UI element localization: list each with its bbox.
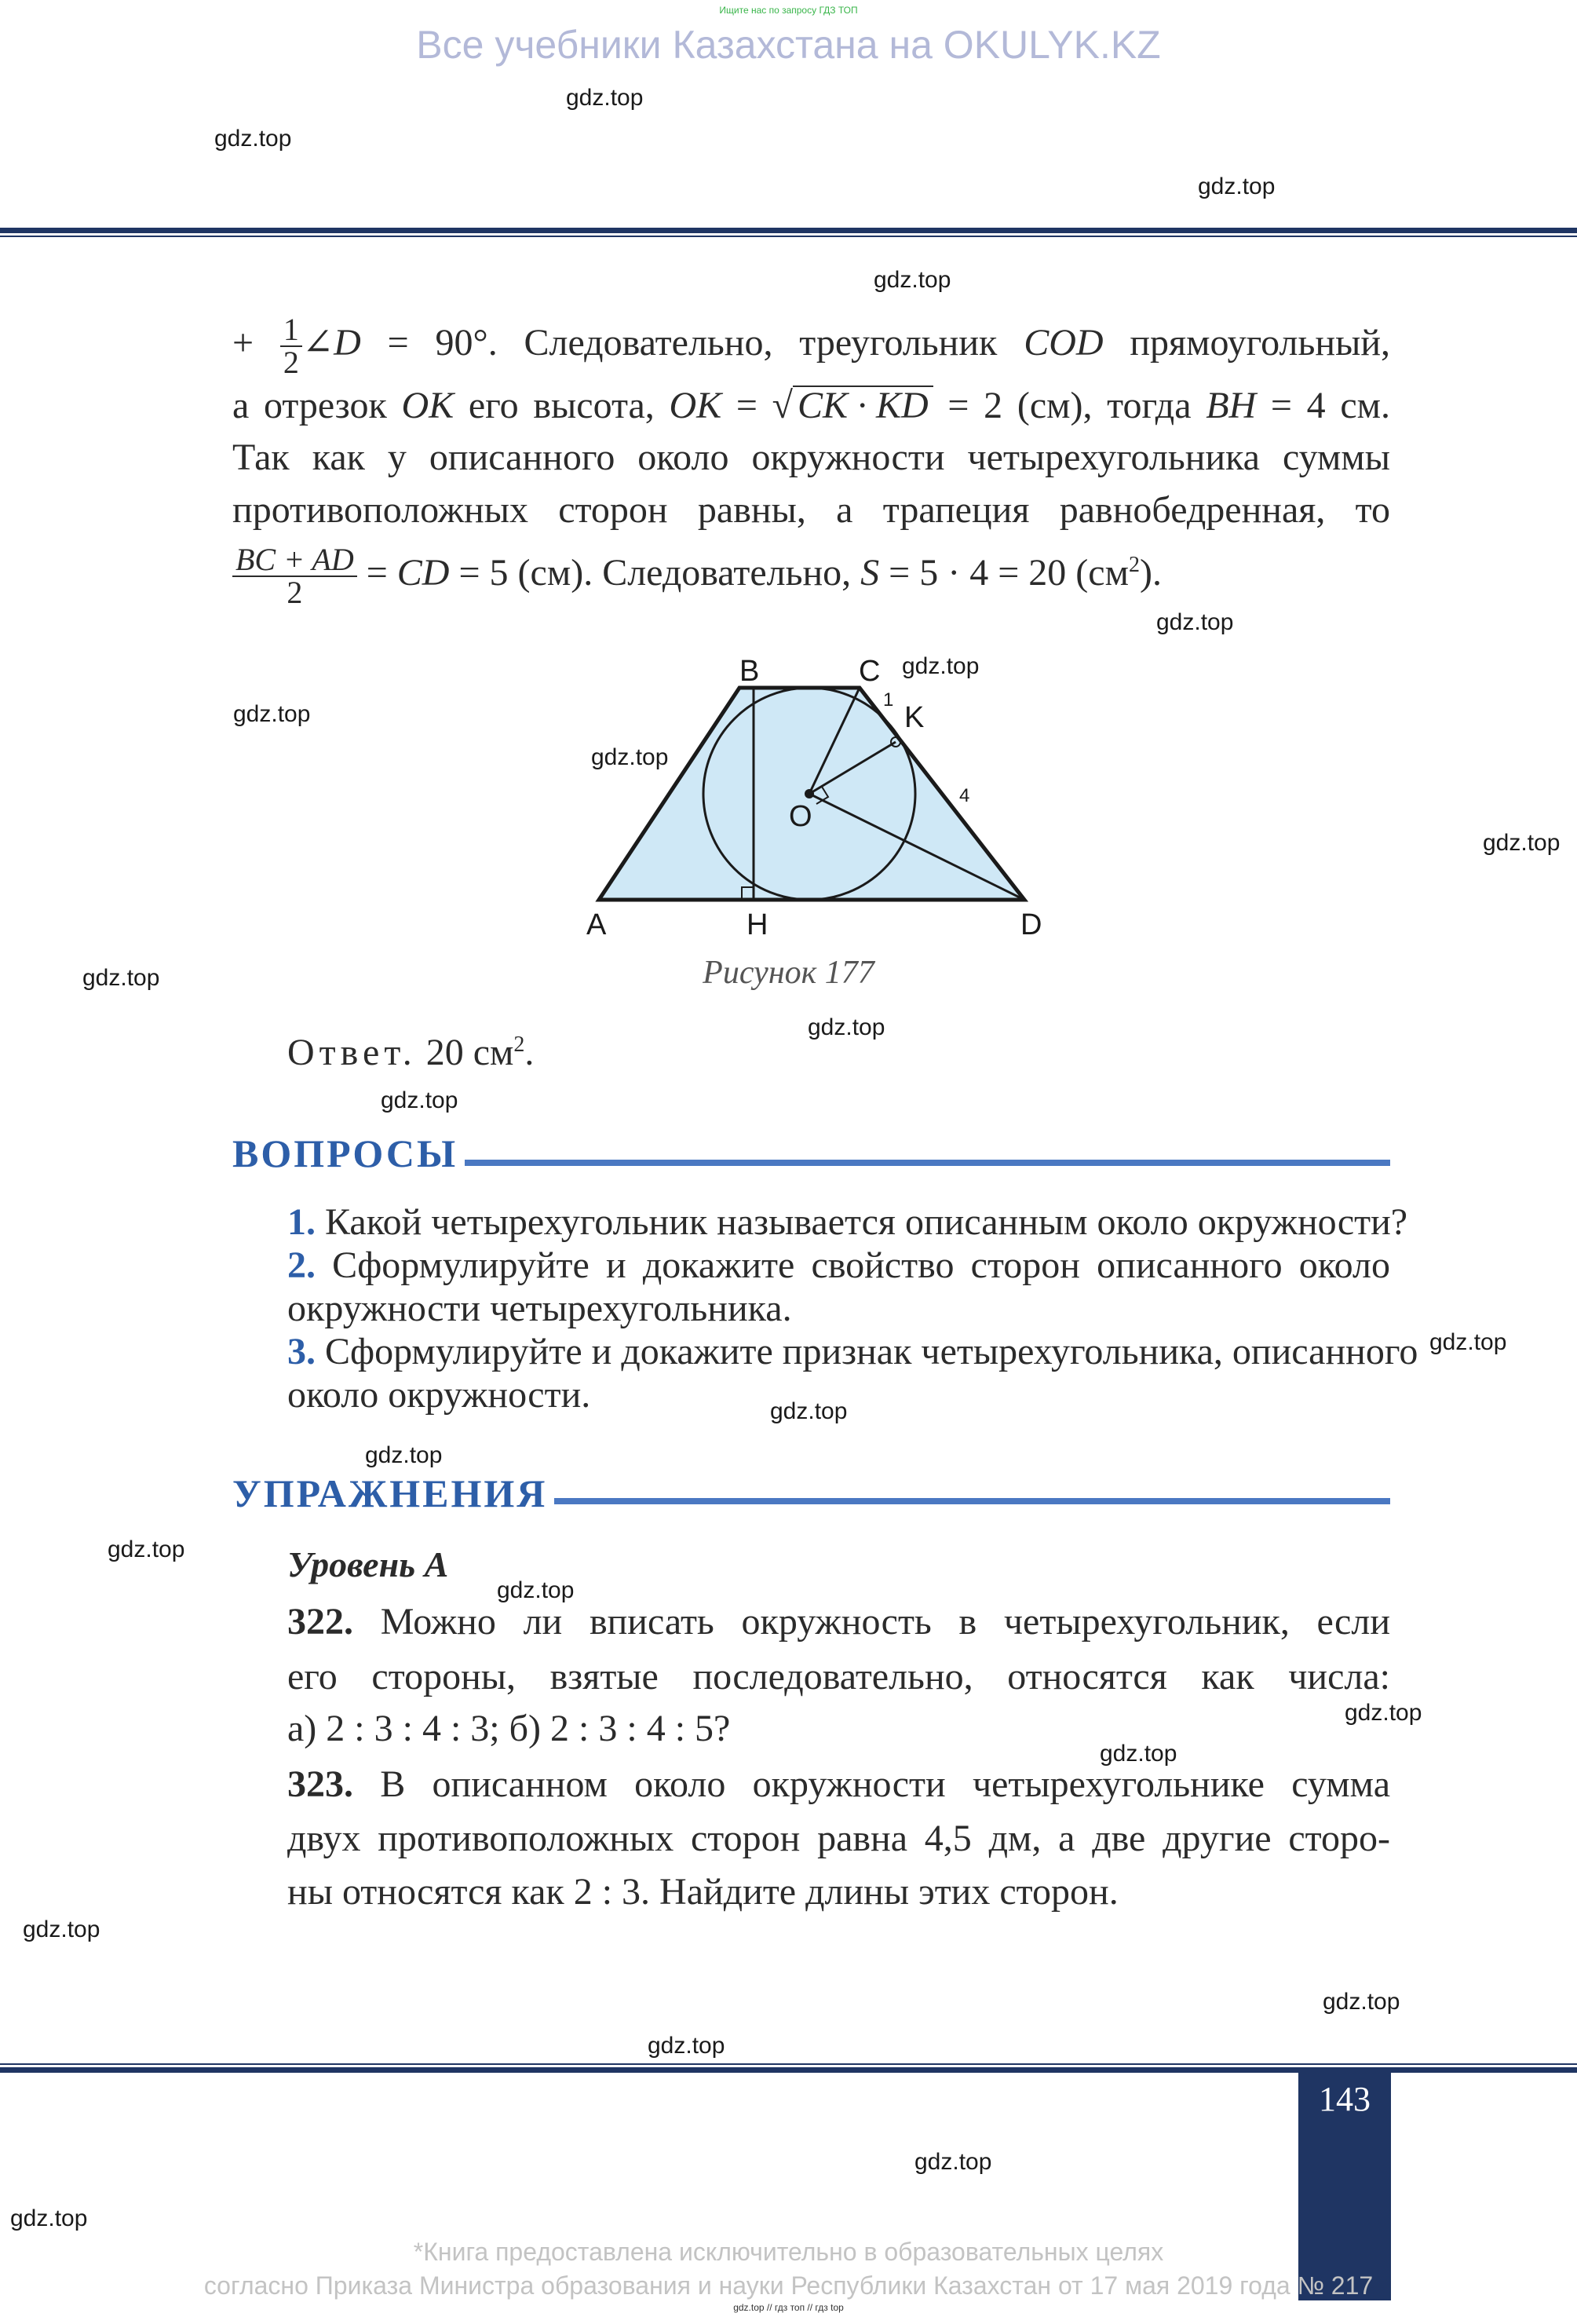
label-k: K [904,701,925,734]
watermark: gdz.top [108,1537,185,1562]
watermark: gdz.top [648,2033,725,2059]
watermark: gdz.top [381,1087,458,1113]
question-3-cont: около окружности. [287,1374,591,1416]
watermark: gdz.top [1345,1700,1422,1726]
footer-rule [0,2067,1577,2073]
figure-caption: Рисунок 177 [703,955,874,991]
exercise-323: 323. В описанном около окружности четырехугольнике сумма [287,1763,1390,1805]
watermark: gdz.top [1483,830,1561,856]
solution-line-4: противоположных сторон равны, а трапеция равнобедренная, то [232,489,1390,531]
question-2-cont: окружности четырехугольника. [287,1288,792,1329]
watermark: gdz.top [82,965,160,991]
watermark: gdz.top [10,2205,88,2231]
solution-line-2: а отрезок OK его высота, OK = √ CK · KD = 2 (см), тогда BH = 4 см. [232,385,1391,426]
watermark: gdz.top [1323,1989,1400,2015]
question-2: 2. Сформулируйте и докажите свойство сторон описанного около [287,1244,1390,1286]
answer-line: Ответ. 20 $см^2$. [287,1032,535,1073]
footer-disclaimer-line-2: согласно Приказа Министра образования и науки Республики Казахстан от 17 мая 2019 года № 217 [203,2271,1374,2300]
level-heading: Уровень А [287,1544,449,1584]
header-rule [0,228,1577,233]
watermark: gdz.top [770,1398,848,1424]
solution-line-5: $\frac{BC + AD}{2}$ = CD = 5 (см). Следовательно, S = 5 · 4 = 20 $(см^2)$. [232,542,1390,608]
watermark: gdz.top [23,1917,100,1942]
question-3: 3. Сформулируйте и докажите признак четырехугольника, описанного [287,1331,1418,1372]
watermark: gdz.top [497,1577,575,1603]
footer-tiny-links[interactable]: gdz.top // гдз топ // гдз top [733,2302,844,2313]
watermark: gdz.top [365,1442,443,1468]
site-banner[interactable]: Все учебники Казахстана на OKULYK.KZ [416,23,1161,67]
watermark: gdz.top [874,267,951,293]
label-h: H [747,908,768,941]
header-rule-thin [0,236,1577,237]
watermark: gdz.top [1156,609,1234,635]
center-point-o [805,789,814,798]
label-d: D [1020,908,1042,941]
exercises-heading: УПРАЖНЕНИЯ [232,1471,548,1515]
trapezoid-figure [549,644,1068,950]
question-1: 1. Какой четырехугольник называется описанным около окружности? [287,1201,1408,1243]
label-b: B [739,655,760,688]
questions-heading-rule [465,1160,1390,1166]
solution-line-3: Так как у описанного около окружности четырехугольника суммы [232,437,1390,478]
watermark: gdz.top [233,701,311,727]
watermark: gdz.top [1429,1329,1507,1355]
watermark: gdz.top [566,85,644,111]
page-number: 143 [1319,2080,1371,2118]
label-o: O [789,800,812,833]
label-kd-length: 4 [959,785,970,806]
footer-disclaimer-line-1: *Книга предоставлена исключительно в образовательных целях [413,2238,1164,2266]
questions-heading: ВОПРОСЫ [232,1131,458,1175]
watermark: gdz.top [1198,174,1276,199]
label-ck-length: 1 [883,689,894,711]
watermark: gdz.top [591,744,669,770]
fraction-half: $\frac{1}{2}$ [280,314,302,378]
label-c: C [859,655,881,688]
exercise-323-line-2: двух противоположных сторон равна 4,5 дм, а две другие сторо- [287,1818,1390,1859]
top-tiny-note: Ищите нас по запросу ГДЗ ТОП [719,5,858,16]
watermark: gdz.top [214,126,292,152]
exercise-322-line-2: его стороны, взятые последовательно, относятся как числа: [287,1656,1390,1697]
watermark: gdz.top [808,1014,885,1040]
footer-rule-thin [0,2063,1577,2065]
exercise-323-line-3: ны относятся как 2 : 3. Найдите длины этих сторон. [287,1871,1119,1913]
solution-line-1: + $\frac{1}{2}$ ∠D = 90°. Следовательно, треугольник COD прямоугольный, [232,312,1391,380]
label-a: A [586,908,607,941]
watermark: gdz.top [914,2149,992,2175]
fraction-bc-ad: $\frac{BC + AD}{2}$ [232,544,357,608]
exercise-322-line-3: а) 2 : 3 : 4 : 3; б) 2 : 3 : 4 : 5? [287,1708,731,1749]
exercises-heading-rule [554,1498,1390,1504]
watermark: gdz.top [1100,1741,1177,1767]
watermark: gdz.top [902,653,980,679]
exercise-322: 322. Можно ли вписать окружность в четырехугольник, если [287,1601,1390,1643]
